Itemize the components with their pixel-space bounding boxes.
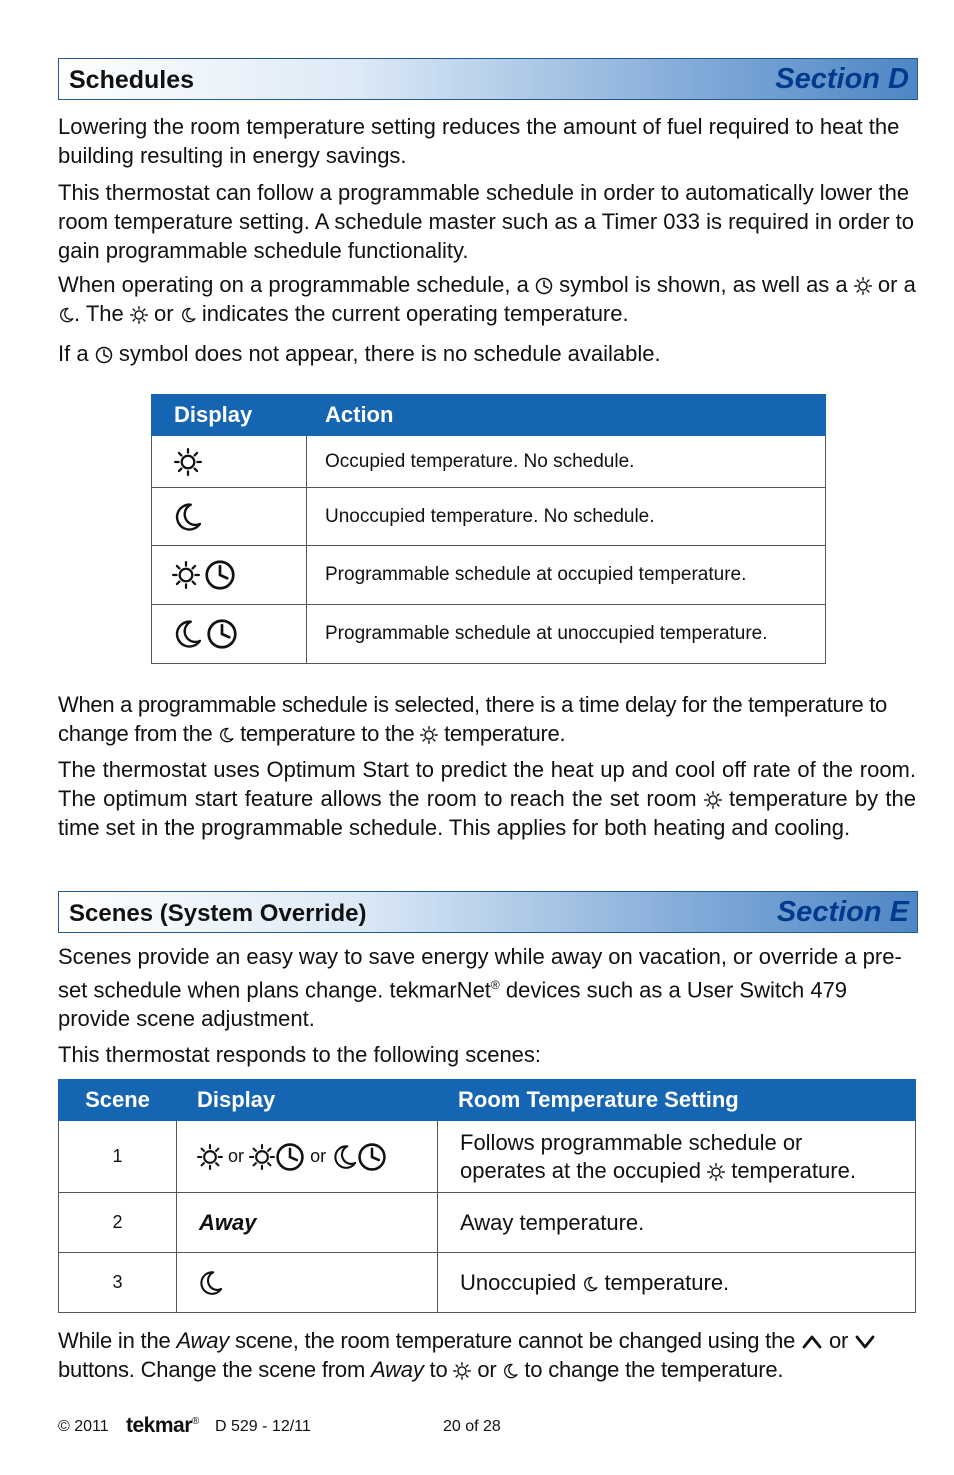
clock-icon (95, 346, 113, 364)
paragraph-schedule-symbols (58, 270, 916, 328)
paragraph-away-scene (58, 1326, 916, 1384)
sun-icon (130, 306, 148, 324)
paragraph-programmable: This thermostat can follow a programmable schedule in order to automatically lower the room temperature setting. A schedule master such as a Timer 033 is required in order to gain programmable schedule functionality. (58, 180, 914, 263)
paragraph-scenes-list-intro: This thermostat responds to the following scenes: (58, 1042, 542, 1067)
display-cell (177, 1253, 438, 1313)
sun-icon (174, 448, 202, 476)
text: or (154, 301, 174, 326)
paragraph-energy-savings: Lowering the room temperature setting reduces the amount of fuel required to heat the building resulting in energy savings. (58, 114, 900, 168)
action-cell: Programmable schedule at occupied temperature. (307, 546, 826, 605)
registered-mark: ® (191, 1416, 199, 1427)
text: temperature to the (240, 721, 415, 746)
display-action-table (151, 394, 826, 664)
text: . The (74, 301, 124, 326)
text: indicates the current operating temperature. (201, 301, 629, 326)
clock-icon (204, 559, 236, 591)
brand-name: tekmar (126, 1414, 192, 1437)
moon-icon (180, 306, 196, 324)
section-d-title: Schedules (69, 66, 195, 94)
footer-doc-number: D 529 - 12/11 (215, 1418, 311, 1435)
text: or (829, 1328, 849, 1353)
moon-icon (197, 1268, 223, 1298)
clock-icon (535, 277, 553, 295)
sun-icon (172, 561, 200, 589)
column-header-display: Display (177, 1080, 438, 1121)
scene-table (58, 1079, 916, 1313)
column-header-display: Display (152, 395, 307, 436)
display-cell (152, 605, 307, 664)
text: to (429, 1357, 448, 1382)
text: Unoccupied (460, 1269, 577, 1295)
footer-copyright: © 2011 (58, 1418, 109, 1435)
text: Scenes provide an easy way to save energy while away on vacation, or override a pre-set schedule when plans change. tekmarNet (58, 944, 902, 1003)
scene-number: 3 (59, 1253, 177, 1313)
section-e-title: Scenes (System Override) (69, 900, 367, 927)
section-e-label: Section E (776, 896, 909, 928)
sun-icon (704, 791, 722, 809)
clock-icon (357, 1142, 387, 1172)
sun-icon (420, 726, 438, 744)
sun-icon (854, 277, 872, 295)
section-d-header (58, 58, 918, 100)
moon-icon (58, 306, 74, 324)
scene-number: 1 (59, 1121, 177, 1193)
text: to change the temperature. (524, 1357, 784, 1382)
text: symbol is shown, as well as a (559, 272, 848, 297)
section-d-label: Section D (775, 63, 909, 95)
display-cell (177, 1121, 438, 1193)
text: or a (877, 272, 916, 297)
text: operates at the occupied (460, 1157, 701, 1183)
scene-number: 2 (59, 1193, 177, 1253)
away-label: Away (177, 1193, 438, 1253)
table-row (59, 1193, 916, 1253)
moon-icon (172, 500, 202, 534)
clock-icon (206, 618, 238, 650)
sun-icon (453, 1362, 471, 1380)
text: or (477, 1357, 497, 1382)
clock-icon (275, 1142, 305, 1172)
registered-mark: ® (490, 978, 500, 992)
table-row (152, 546, 826, 605)
action-cell: Occupied temperature. No schedule. (307, 436, 826, 488)
table-row (59, 1253, 916, 1313)
table-row (152, 605, 826, 664)
away-italic: Away (176, 1328, 230, 1353)
chevron-up-icon (801, 1332, 823, 1352)
or-text: or (228, 1145, 245, 1166)
moon-icon (172, 617, 202, 651)
brand-logo (126, 1414, 199, 1438)
text: temperature. (731, 1157, 856, 1183)
text: temperature by the time set in the programmable schedule. This applies for both heating and cooling. (58, 786, 916, 840)
section-e-header (58, 891, 918, 933)
paragraph-scenes-intro (58, 942, 916, 1033)
action-cell: Unoccupied temperature. No schedule. (307, 488, 826, 546)
text: If a (58, 341, 89, 366)
text: When operating on a programmable schedule, a (58, 272, 529, 297)
text: temperature. (444, 721, 566, 746)
text: buttons. Change the scene from (58, 1357, 366, 1382)
setting-cell (438, 1253, 916, 1313)
column-header-room-temperature: Room Temperature Setting (438, 1080, 916, 1121)
text: The thermostat uses Optimum Start to predict the heat up and cool off rate of the room. The optimum start feature allows the room to reach the set room (58, 757, 916, 811)
display-cell (152, 436, 307, 488)
column-header-scene: Scene (59, 1080, 177, 1121)
sun-icon (197, 1144, 223, 1170)
sun-icon (707, 1163, 725, 1181)
moon-icon (218, 726, 234, 744)
setting-line: Follows programmable schedule or (460, 1129, 803, 1155)
action-cell: Programmable schedule at unoccupied temperature. (307, 605, 826, 664)
text: scene, the room temperature cannot be changed using the (235, 1328, 796, 1353)
moon-icon (582, 1275, 598, 1293)
moon-icon (331, 1142, 357, 1172)
paragraph-optimum-start (58, 755, 916, 842)
page-number: 20 of 28 (443, 1418, 501, 1435)
column-header-action: Action (307, 395, 826, 436)
chevron-down-icon (854, 1332, 876, 1352)
or-text: or (310, 1145, 327, 1166)
text: While in the (58, 1328, 171, 1353)
setting-cell: Away temperature. (438, 1193, 916, 1253)
paragraph-no-schedule (58, 339, 916, 368)
setting-line (460, 1157, 915, 1185)
table-row (152, 436, 826, 488)
table-row (59, 1121, 916, 1193)
display-cell (152, 546, 307, 605)
text: devices such as a User Switch 479 provide scene adjustment. (58, 977, 848, 1032)
text: temperature. (604, 1269, 730, 1295)
display-cell (152, 488, 307, 546)
away-italic: Away (371, 1357, 424, 1382)
text: When a programmable schedule is selected, there is a time delay for the temperature to change from the (58, 692, 887, 746)
sun-icon (249, 1144, 275, 1170)
setting-cell (438, 1121, 916, 1193)
text: symbol does not appear, there is no schedule available. (118, 341, 661, 366)
table-row (152, 488, 826, 546)
moon-icon (502, 1362, 518, 1380)
paragraph-time-delay (58, 690, 916, 748)
